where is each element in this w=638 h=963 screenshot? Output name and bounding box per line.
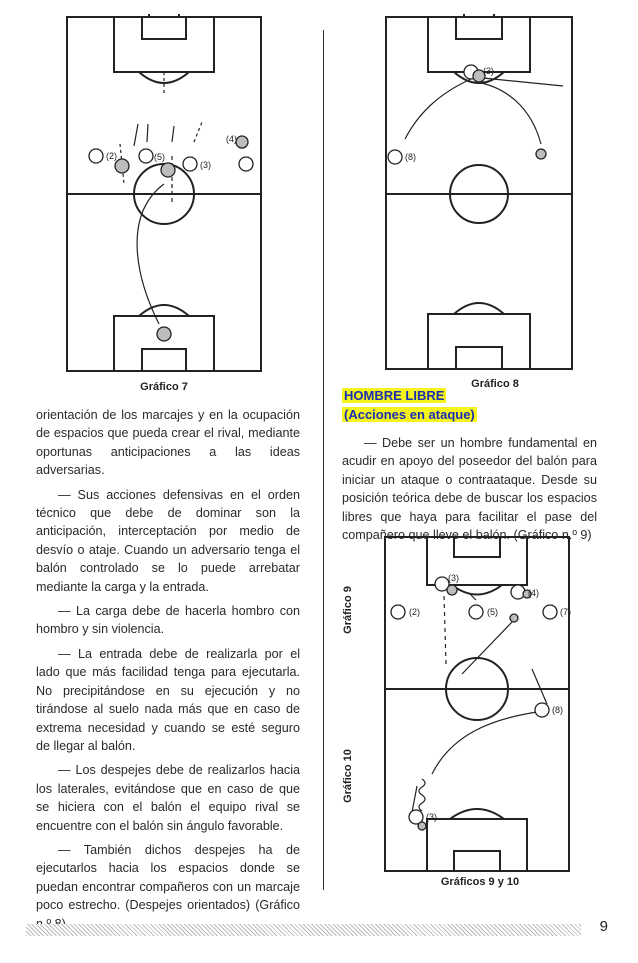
player-label: (3) <box>200 160 211 170</box>
figure-caption-grafico-8: Gráfico 8 <box>471 378 519 390</box>
side-label-grafico-10: Gráfico 10 <box>342 749 354 803</box>
pitch-diagram-grafico-7 <box>64 14 264 374</box>
player-label: (3) <box>448 573 459 583</box>
player-label: (3) <box>426 812 437 822</box>
player-label: (4) <box>528 588 539 598</box>
heading-hombre-libre: HOMBRE LIBRE <box>344 388 445 403</box>
player-label: (2) <box>106 151 117 161</box>
player-label: (4) <box>226 134 237 144</box>
left-column-text <box>36 406 300 939</box>
footer-decorative-band <box>26 924 581 936</box>
player-label: (7) <box>560 607 571 617</box>
paragraph: — Debe ser un hombre fundamental en acudir en apoyo del poseedor del balón para iniciar un ataque o contraataque. Desde su posición teórica debe de buscar los espacios libres que haya para facilitar el pase del compañero que lleve el balón. (Gráfico n.º 9) <box>342 436 597 543</box>
player-label: (5) <box>487 607 498 617</box>
player-label: (5) <box>154 152 165 162</box>
side-label-grafico-9: Gráfico 9 <box>342 586 354 634</box>
player-label: (2) <box>409 607 420 617</box>
page-number: 9 <box>599 918 608 935</box>
right-column-text <box>342 434 597 550</box>
figure-caption-graficos-9-10: Gráficos 9 y 10 <box>440 876 520 888</box>
pitch-diagram-graficos-9-10 <box>382 534 572 874</box>
heading-acciones-en-ataque: (Acciones en ataque) <box>344 407 475 422</box>
player-label: (3) <box>483 66 494 76</box>
paragraph: — La entrada debe de realizarla por el lado que más facilidad tenga para ejecutarla. No precipitándose en su ejecución y no tirándose al suelo nada más que en caso de extrema necesidad y cuando se esté seguro de llegar al balón. <box>36 646 300 753</box>
player-label: (8) <box>405 152 416 162</box>
pitch-diagram-grafico-8 <box>383 14 575 372</box>
column-divider <box>323 30 324 890</box>
figure-caption-grafico-7: Gráfico 7 <box>140 381 188 393</box>
player-label: (8) <box>552 705 563 715</box>
paragraph: — Sus acciones defensivas en el orden técnico que debe de dominar son la anticipación, interceptación por medio de desvío o ataje. Cuando un adversario tenga el balón controlado se lo puede arrebatar mediante la carga y la entrada. <box>36 487 300 594</box>
paragraph: orientación de los marcajes y en la ocupación de espacios que pueda crear el rival, mediante oportunas anticipaciones a las ideas adversarias. <box>36 408 300 478</box>
paragraph: — Los despejes debe de realizarlos hacia los laterales, evitándose que en caso de que se hiciera con el balón el equipo rival se encuentre con el balón sin ángulo favorable. <box>36 763 300 833</box>
paragraph: — La carga debe de hacerla hombro con hombro y sin violencia. <box>36 604 300 637</box>
section-heading <box>342 386 477 424</box>
paragraph: — También dichos despejes ha de ejecutarlos hacia los espacios donde se puedan encontrar compañeros con un marcaje poco estrecho. (Despejes orientados) (Gráfico <box>36 842 300 913</box>
